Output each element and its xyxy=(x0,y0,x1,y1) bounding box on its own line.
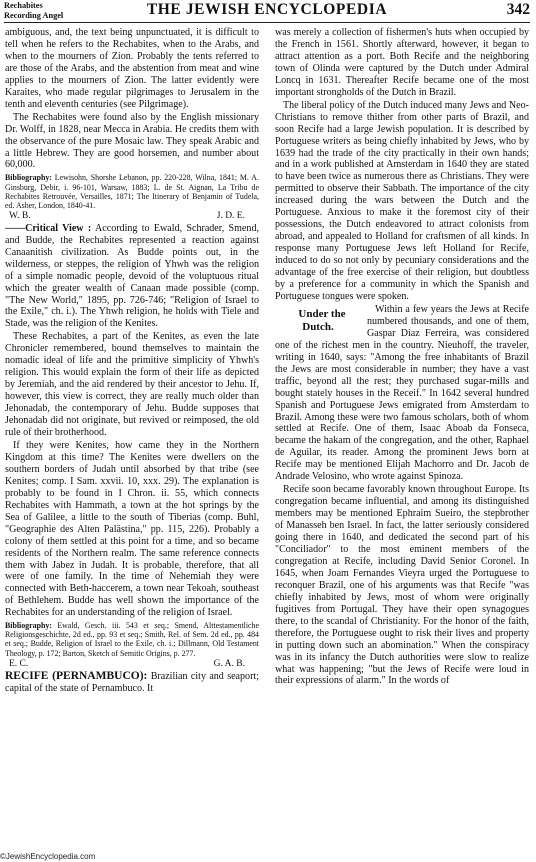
bibliography-text: Ewald, Gesch. iii. 543 et seq.; Smend, Alttestamentliche Religionsgeschichte, 2d ed., pp. 93 et seq.; Smith, Rel. of Sem. 2d ed., pp. 484 et seq.; Budde, Religion of Israel to the Exile, ch. i.; Dillmann, Old Testament Theology, p. 172; Barton, Sketch of Semitic Origins, p. 277. xyxy=(5,621,259,658)
paragraph: was merely a collection of fishermen's huts when occupied by the French in 1561. Shortly afterward, however, it began to attract attention as a port. Both Recife and the neighboring town of Olinda were captured by the Dutch under Admiral Loncq in 1631. Thereafter Recife became one of the most important strongholds of the Dutch in Brazil. xyxy=(275,27,529,98)
paragraph: If they were Kenites, how came they in the Northern Kingdom at this time? The Kenites were dwellers on the southern borders of Judah until absorbed by that tribe (see Kenites; comp. I Sam. xxvii. 10, xxx. 29). The explanation is probably to be found in I Chron. ii. 55, which connects Rechabites with Hammath, a town at the hot springs by the Sea of Galilee, a little to the south of Tiberias (comp. Buhl, "Geographie des Alten Palästina," pp. 115, 226). Probably a colony of them settled at this point for a time, and so became residents of the Northern realm. The same reference connects them with Jabez in Judah. It is probable, therefore, that all were of one family. In the time of Nehemiah they were connected with Beth-haccerem, a town near Tekoah, southeast of Bethlehem. Budde has well shown the importance of the Rechabites for an understanding of the religion of Israel. xyxy=(5,439,259,619)
left-column xyxy=(5,27,259,696)
bibliography-label: Bibliography: xyxy=(5,173,52,183)
paragraph-text: According to Ewald, Schrader, Smend, and Budde, the Rechabites represented a reaction against Canaanitish civilization. As Budde points out, in the wilderness, or steppes, the religion of Yhwh was the religion of a simple nomadic people, devoid of the voluptuous ritual which the greater wealth of Canaan made possible (comp. "The New World," 1895, pp. 726-746; "Religion of Israel to the Exile," ch. i.). The Yhwh religion, he holds with Tiele and Stade, was the religion of the Kenites. xyxy=(5,222,259,330)
paragraph xyxy=(275,304,529,483)
page-number: 342 xyxy=(506,1,530,18)
footer-credit: ©JewishEncyclopedia.com xyxy=(0,852,96,861)
side-heading: Under the Dutch. xyxy=(298,307,346,333)
paragraph xyxy=(5,671,259,695)
bibliography xyxy=(5,173,259,209)
right-column xyxy=(275,27,529,688)
page-header xyxy=(4,0,530,23)
bibliography-label: Bibliography: xyxy=(5,621,52,631)
paragraph: The Rechabites were found also by the English missionary Dr. Wolff, in 1828, near Mecca in Arabia. He credits them with the observance of the pure Mosaic law. They speak Arabic and a little Hebrew. They are good horsemen, and number about 60,000. xyxy=(5,111,259,171)
article-heading: RECIFE (PERNAMBUCO): xyxy=(5,669,148,682)
editor-initials: J. D. E. xyxy=(216,210,245,221)
paragraph: These Rechabites, a part of the Kenites, as even the late Chronicler remembered, bound themselves to maintain the nomadic ideal of life and the primitive simplicity of Yhwh's religion. This would explain the form of their life as depicted by Jeremiah, and the aid rendered by their ancestor to Jehu. If, however, this view is correct, they are really much older than Jehonadab, the contemporary of Jehu. Budde supposes that Jehonadab did not originate, but revived or reimposed, the old rule of their brotherhood. xyxy=(5,331,259,439)
paragraph xyxy=(5,223,259,331)
paragraph: ambiguous, and, the text being unpunctuated, it is difficult to tell when he refers to the Rechabites, when to the Arabs, and when to the mourners of Zion. Probably the tents referred to are those of the Arabs, and the abstention from meat and wine applies to the mourners of Zion. The latter evidently were Karaites, who made regular pilgrimages to Jerusalem in the tenth and eleventh centuries (see Pilgrimage). xyxy=(5,27,259,110)
running-head-last: Recording Angel xyxy=(4,10,64,20)
editor-initials: G. A. B. xyxy=(213,658,245,669)
page-title: THE JEWISH ENCYCLOPEDIA xyxy=(146,1,388,18)
paragraph: The liberal policy of the Dutch induced many Jews and Neo-Christians to remove thither from other parts of Brazil, and soon Recife had a large Jewish population. It is described by Portuguese writers as being chiefly inhabited by Jews, who by 1639 had the trade of the city practically in their own hands; and in a work published at Amsterdam in 1640 they are stated to have been twice as numerous there as Christians. They were permitted to observe their Sabbath. The importance of the city increased during the wars between the Dutch and the Portuguese. Anxious to make it the foremost city of their possessions, the Dutch endeavored to attract colonists from abroad, and appealed to Holland for craftsmen of all kinds. In response many Portuguese Jews left Holland for Recife, induced to do so not only by pecuniary considerations and the advantage of the free exercise of their religion, but doubtless by a preference for a community in which the Spanish and Portuguese tongues were spoken. xyxy=(275,99,529,302)
signature-line xyxy=(5,211,259,222)
author-initials: E. C. xyxy=(9,658,29,669)
paragraph-text: Within a few years the Jews at Recife numbered thousands, and one of them, Gaspar Diaz Ferreira, was considered one of the richest men in the country. Nieuhoff, the traveler, writing in 1640, says: "Among the free inhabitants of Brazil the Jews are most considerable in number; they have a vast traffic, beyond all the rest; they purchased sugar-mills and bought stately houses in the Receif." In 1642 several hundred Spanish and Portuguese Jews emigrated from Amsterdam to Brazil. Among these were two famous scholars, both of whom settled at Recife. One of them, Isaac Aboab da Fonseca, became the hakam of the congregation, and the other, Raphael de Aguilar, its reader. Among the prominent Jews born at Recife may be mentioned Elijah Machorro and Dr. Jacob de Andrade Velosino, who wrote against Spinoza. xyxy=(275,303,529,483)
bibliography xyxy=(5,621,259,657)
paragraph: Recife soon became favorably known throughout Europe. Its congregation became influential, and among its distinguished members may be mentioned Ephraim Sueiro, the stepbrother of Manasseh ben Israel. In fact, the latter seriously considered going there in 1640, and dedicated the second part of his "Conciliador" to the most eminent members of the congregation at Recife, including David Senior Coronel. In 1645, when Joam Fernandes Vieyra urged the Portuguese to reconquer Brazil, one of his arguments was that Recife "was chiefly inhabited by Jews, most of whom were originally fugitives from Portugal. They have their open synagogues there, to the scandal of Christianity. For the honor of the faith, therefore, the Portuguese ought to risk their lives and property in putting down such an abomination." When the conspiracy was in its infancy the Dutch authorities were slow to realize what was happening; "but the Jews of Recife were loud in their expressions of alarm." In the words of xyxy=(275,484,529,687)
running-head-first: Rechabites xyxy=(4,1,43,10)
bibliography-text: Lewisohn, Shorshe Lebanon, pp. 220-228, Wilna, 1841; M. A. Ginsburg, Debir, i. 96-101, Warsaw, 1883; L. de St. Aignan, La Tribu de Rechabites Retrouvée, Versailles, 1871; The Itinerary of Benjamin of Tudela, ed. Asher, London, 1840-41. xyxy=(5,173,259,210)
author-initials: W. B. xyxy=(9,210,31,221)
paragraph-text: Brazilian city and seaport; capital of the state of Pernambuco. It xyxy=(5,670,259,694)
signature-line xyxy=(5,659,259,670)
section-label: ——Critical View : xyxy=(5,222,92,234)
